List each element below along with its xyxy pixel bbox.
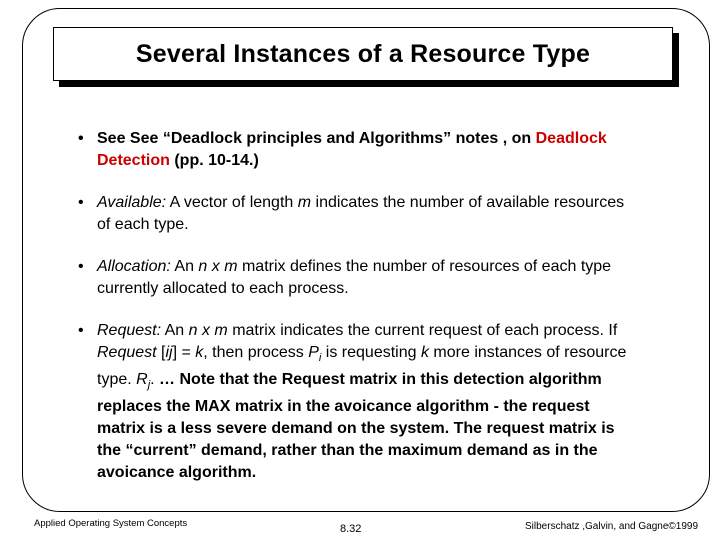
bullet-3-text-1: An (170, 258, 199, 275)
title-box (53, 27, 673, 81)
footer-page-number: 8.32 (340, 523, 362, 535)
bullet-2-text-1: A vector of length (166, 194, 298, 211)
var-ij: ij (165, 344, 173, 361)
bullet-4-text-3: [ (156, 344, 166, 361)
available-term: Available: (97, 194, 167, 211)
bullet-list (78, 128, 638, 504)
var-nxm: n x m (188, 322, 228, 339)
var-k: k (420, 344, 429, 361)
footer-book-title: Applied Operating System Concepts (34, 518, 188, 529)
bullet-4-text-5: , then process (203, 344, 309, 361)
bullet-item-available (78, 192, 638, 236)
bullet-item-request (78, 320, 638, 484)
bullet-1-prefix: See See “Deadlock principles and Algorithms” notes , on (97, 130, 536, 147)
bullet-2-text-2: indicates the number of available resources of each type. (97, 194, 625, 233)
var-request: Request (97, 344, 157, 361)
bullet-4-text-7: more instances of resource type. (97, 344, 627, 389)
bullet-4-text-6: is requesting (321, 344, 421, 361)
bullet-dot-icon: • (78, 130, 84, 147)
bullet-dot-icon: • (78, 322, 84, 339)
bullet-4-text-8: . (150, 371, 160, 389)
bullet-item-reference (78, 128, 638, 172)
var-p: P (308, 344, 319, 361)
var-r-sub: j (147, 379, 151, 392)
slide-title: Several Instances of a Resource Type (135, 39, 591, 68)
bullet-4-text-1: An (161, 322, 189, 339)
var-m: m (297, 194, 312, 211)
deadlock-detection-highlight: Deadlock Detection (97, 130, 607, 169)
request-matrix-note: … Note that the Request matrix in this detection algorithm replaces the MAX matrix in the avoicance algorithm - the request matrix is a less severe demand on the system. The request matrix is the “current” demand, rather than the maximum demand as in the avoicance algorithm. (97, 371, 615, 482)
bullet-item-allocation (78, 256, 638, 300)
var-r: R (136, 371, 148, 389)
footer-copyright: Silberschatz ,Galvin, and Gagne©1999 (525, 521, 699, 532)
bullet-dot-icon: • (78, 194, 84, 211)
var-p-sub: i (318, 352, 322, 365)
var-nxm: n x m (198, 258, 238, 275)
bullet-4-text-4: ] = (172, 344, 196, 361)
bullet-4-text-2: matrix indicates the current request of each process. If (227, 322, 618, 339)
bullet-1-suffix: (pp. 10-14.) (169, 152, 259, 169)
request-term: Request: (97, 322, 162, 339)
var-k: k (195, 344, 204, 361)
bullet-dot-icon: • (78, 258, 84, 275)
bullet-3-text-2: matrix defines the number of resources of each type currently allocated to each process. (97, 258, 612, 297)
allocation-term: Allocation: (97, 258, 171, 275)
